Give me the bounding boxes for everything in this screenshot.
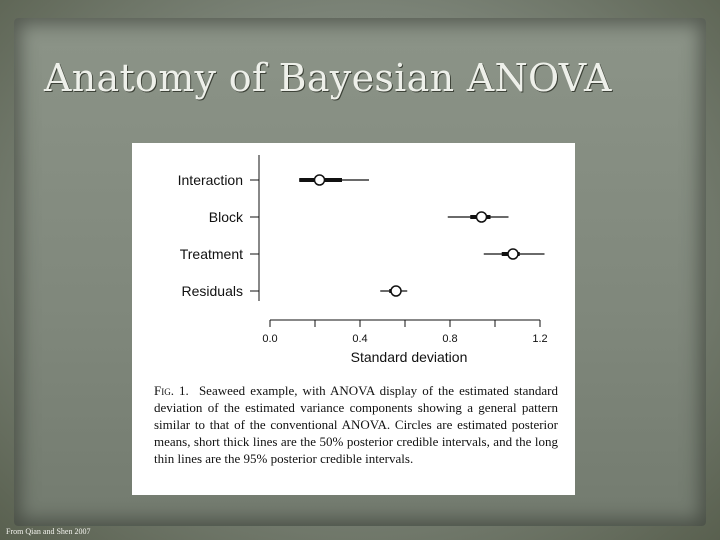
category-label: Interaction	[177, 172, 243, 188]
x-tick-label: 0.4	[352, 333, 368, 345]
mean-point	[477, 212, 487, 222]
slide-title: Anatomy of Bayesian ANOVA	[44, 56, 612, 100]
caption-text: Seaweed example, with ANOVA display of the estimated standard deviation of the estimated variance components showing a general pattern similar to that of the conventional ANOVA. Circles are estimated posterior means, short thick lines are the 50% posterior credible intervals, and the long thin lines are the 95% posterior credible intervals.	[154, 383, 559, 466]
x-axis-title: Standard deviation	[350, 349, 468, 365]
x-tick-label: 1.2	[532, 333, 548, 345]
source-credit: From Qian and Shen 2007	[6, 527, 91, 536]
caption-figure-number: Fig. 1.	[154, 383, 189, 398]
category-label: Block	[208, 209, 243, 225]
category-label: Residuals	[181, 283, 243, 299]
anova-chart	[132, 143, 575, 375]
x-tick-label: 0.8	[442, 333, 458, 345]
figure-panel	[132, 143, 575, 495]
mean-point	[391, 286, 401, 296]
figure-caption	[154, 382, 558, 467]
mean-point	[315, 175, 325, 185]
category-label: Treatment	[179, 246, 243, 262]
mean-point	[508, 249, 518, 259]
x-tick-label: 0.0	[262, 333, 278, 345]
